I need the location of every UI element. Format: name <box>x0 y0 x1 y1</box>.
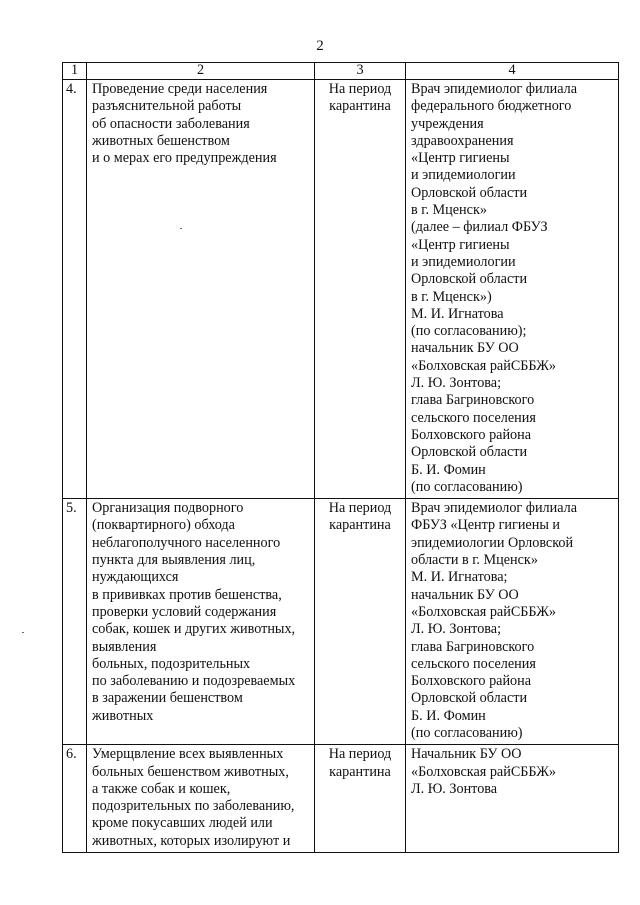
responsible-cell-line: «Центр гигиены <box>411 236 510 253</box>
table-row <box>63 499 619 745</box>
measure-cell-line: проверки условий содержания <box>92 603 277 620</box>
period-cell-line: карантина <box>329 763 391 780</box>
measure-cell-line: подозрительных по заболеванию, <box>92 798 295 815</box>
measure-cell <box>87 745 315 853</box>
responsible-cell-line: здравоохранения <box>411 132 514 149</box>
page-number: 2 <box>316 38 324 54</box>
measures-table <box>62 62 619 853</box>
period-cell <box>315 745 406 853</box>
measure-cell-line: а также собак и кошек, <box>92 780 231 797</box>
responsible-cell-line: Болховского района <box>411 426 532 443</box>
responsible-cell-line: Орловской области <box>411 444 528 461</box>
responsible-cell-line: Л. Ю. Зонтова <box>411 780 498 797</box>
measure-cell-line: в заражении бешенством <box>92 690 243 707</box>
measure-cell-line: нуждающихся <box>92 569 179 586</box>
responsible-cell-line: сельского поселения <box>411 409 536 426</box>
responsible-cell-line: федерального бюджетного <box>411 98 572 115</box>
row-number: 5. <box>63 499 87 745</box>
period-cell <box>315 80 406 499</box>
period-cell <box>315 499 406 745</box>
column-header-1: 1 <box>63 63 87 80</box>
measure-cell-line: и о мерах его предупреждения <box>92 150 277 167</box>
responsible-cell-line: Орловской области <box>411 184 528 201</box>
table-row <box>63 80 619 499</box>
measure-cell-line: Проведение среди населения <box>92 81 268 97</box>
responsible-cell-line: Орловской области <box>411 690 528 707</box>
responsible-cell-line: М. И. Игнатова <box>411 305 504 322</box>
responsible-cell <box>406 80 619 499</box>
responsible-cell-line: (далее – филиал ФБУЗ <box>411 219 548 236</box>
scan-speck <box>180 228 182 229</box>
responsible-cell-line: (по согласованию) <box>411 724 523 741</box>
responsible-cell-line: в г. Мценск») <box>411 288 492 305</box>
responsible-cell-line: глава Багриновского <box>411 638 535 655</box>
period-cell-line: карантина <box>329 517 391 534</box>
measure-cell-line: животных, которых изолируют и <box>92 832 291 849</box>
measure-cell-line: по заболеванию и подозреваемых <box>92 673 296 690</box>
responsible-cell-line: и эпидемиологии <box>411 253 516 270</box>
responsible-cell-line: Б. И. Фомин <box>411 461 486 478</box>
measure-cell-line: в прививках против бешенства, <box>92 586 282 603</box>
measure-cell-line: неблагополучного населенного <box>92 534 281 551</box>
measure-cell-line: пункта для выявления лиц, <box>92 552 256 569</box>
measure-cell-line: кроме покусавших людей или <box>92 815 273 832</box>
responsible-cell-line: Болховского района <box>411 673 532 690</box>
responsible-cell-line: учреждения <box>411 115 484 132</box>
responsible-cell-line: эпидемиологии Орловской <box>411 534 574 551</box>
measure-cell <box>87 80 315 499</box>
column-header-2: 2 <box>87 63 315 80</box>
responsible-cell-line: сельского поселения <box>411 655 536 672</box>
responsible-cell-line: Начальник БУ ОО <box>411 746 522 763</box>
table-row <box>63 745 619 853</box>
row-number: 6. <box>63 745 87 853</box>
measure-cell-line: животных бешенством <box>92 132 230 149</box>
responsible-cell-line: начальник БУ ОО <box>411 586 519 603</box>
responsible-cell-line: «Болховская райСББЖ» <box>411 763 557 780</box>
responsible-cell-line: Л. Ю. Зонтова; <box>411 375 502 392</box>
measure-cell-line: больных бешенством животных, <box>92 763 289 780</box>
column-header-3: 3 <box>315 63 406 80</box>
responsible-cell-line: Врач эпидемиолог филиала <box>411 81 578 97</box>
responsible-cell-line: (по согласованию); <box>411 323 527 340</box>
responsible-cell-line: Л. Ю. Зонтова; <box>411 621 502 638</box>
responsible-cell <box>406 745 619 853</box>
responsible-cell-line: и эпидемиологии <box>411 167 516 184</box>
period-cell-line: На период <box>328 746 392 763</box>
responsible-cell-line: ФБУЗ «Центр гигиены и <box>411 517 560 534</box>
responsible-cell-line: глава Багриновского <box>411 392 535 409</box>
measure-cell-line: больных, подозрительных <box>92 655 251 672</box>
table-header-row <box>63 63 619 80</box>
measure-cell-line: об опасности заболевания <box>92 115 250 132</box>
responsible-cell-line: начальник БУ ОО <box>411 340 519 357</box>
scan-speck <box>22 632 24 633</box>
column-header-4: 4 <box>406 63 619 80</box>
measure-cell <box>87 499 315 745</box>
responsible-cell <box>406 499 619 745</box>
period-cell-line: карантина <box>329 98 391 115</box>
responsible-cell-line: Врач эпидемиолог филиала <box>411 500 578 517</box>
responsible-cell-line: «Болховская райСББЖ» <box>411 603 557 620</box>
measure-cell-line: собак, кошек и других животных, <box>92 621 296 638</box>
period-cell-line: На период <box>328 500 392 517</box>
measure-cell-line: (поквартирного) обхода <box>92 517 235 534</box>
responsible-cell-line: (по согласованию) <box>411 478 523 495</box>
measure-cell-line: разъяснительной работы <box>92 98 242 115</box>
measure-cell-line: Организация подворного <box>92 500 244 517</box>
measure-cell-line: Умерщвление всех выявленных <box>92 746 284 763</box>
responsible-cell-line: Орловской области <box>411 271 528 288</box>
responsible-cell-line: «Болховская райСББЖ» <box>411 357 557 374</box>
responsible-cell-line: М. И. Игнатова; <box>411 569 508 586</box>
measure-cell-line: животных <box>92 707 154 724</box>
period-cell-line: На период <box>328 81 392 97</box>
responsible-cell-line: «Центр гигиены <box>411 150 510 167</box>
row-number: 4. <box>63 80 87 499</box>
measure-cell-line: выявления <box>92 638 157 655</box>
responsible-cell-line: в г. Мценск» <box>411 202 487 219</box>
responsible-cell-line: области в г. Мценск» <box>411 552 538 569</box>
responsible-cell-line: Б. И. Фомин <box>411 707 486 724</box>
